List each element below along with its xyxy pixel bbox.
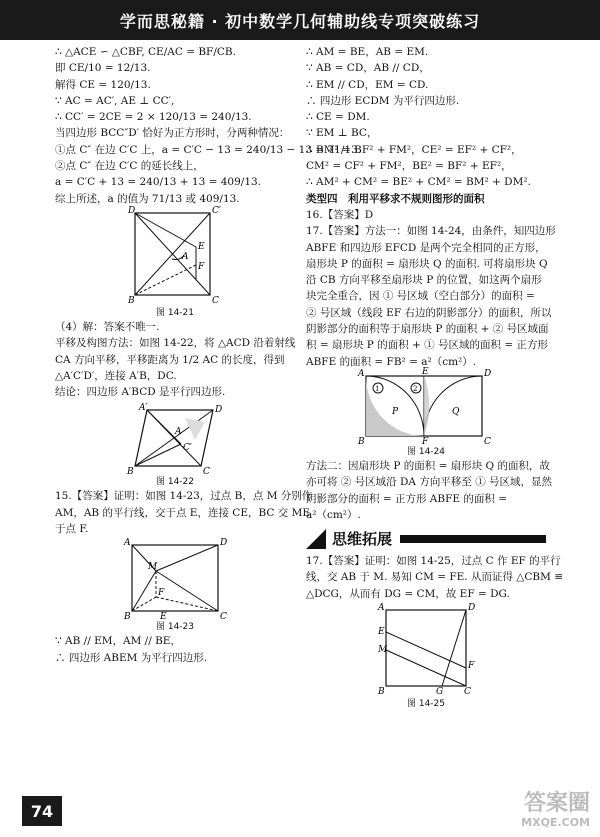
svg-text:A: A bbox=[182, 251, 189, 262]
text-line: 即 CE/10 = 12/13. bbox=[55, 62, 151, 75]
text-line: 15.【答案】证明：如图 14-23，过点 B，点 M 分别作 bbox=[55, 490, 313, 503]
svg-text:B: B bbox=[128, 295, 135, 306]
text-line: ∴ AM = BE，AB = EM. bbox=[306, 46, 429, 58]
text-line: a²（cm²）. bbox=[306, 508, 361, 521]
svg-text:A: A bbox=[358, 368, 365, 379]
text-line: 结论：四边形 A′BCD 是平行四边形. bbox=[55, 386, 226, 399]
text-line: 阴影部分的面积等于扇形块 P 的面积 + ② 号区域面 bbox=[306, 323, 549, 336]
text-line: 17.【答案】证明：如图 14-25，过点 C 作 EF 的平行 bbox=[306, 555, 561, 568]
header-title: 学而思秘籍 · 初中数学几何辅助线专项突破练习 bbox=[119, 11, 481, 31]
text-line: （4）解：答案不唯一. bbox=[55, 320, 160, 333]
svg-text:E: E bbox=[198, 241, 205, 252]
text-line: ②点 C″ 在边 C′C 的延长线上， bbox=[55, 160, 204, 173]
text-line: 阴影部分的面积 = 正方形 ABFE 的面积 = bbox=[306, 492, 508, 505]
text-line: ∵ AB = CD，AB // CD， bbox=[306, 62, 430, 75]
svg-text:M: M bbox=[148, 562, 158, 573]
svg-text:2: 2 bbox=[413, 384, 418, 393]
text-line: 解得 CE = 120/13. bbox=[55, 78, 151, 91]
section-title: 思维拓展 bbox=[332, 529, 393, 548]
text-line: 块完全重合，因 ① 号区域（空白部分）的面积 = bbox=[306, 290, 535, 303]
text-line: CA 方向平移，平移距离为 1/2 AC 的长度，得到 bbox=[55, 353, 285, 366]
section-bar bbox=[400, 535, 546, 543]
svg-text:F: F bbox=[158, 588, 165, 599]
text-line: 16.【答案】D bbox=[306, 208, 374, 221]
svg-text:C: C bbox=[220, 612, 227, 623]
svg-text:B: B bbox=[127, 467, 134, 478]
text-line: ∴ 四边形 ECDM 为平行四边形. bbox=[306, 94, 460, 107]
svg-text:A: A bbox=[175, 427, 182, 438]
text-line: 沿 CB 方向平移至扇形块 P 的位置，如这两个扇形 bbox=[306, 274, 542, 287]
right-column bbox=[306, 44, 564, 710]
text-line: ∴ BM² = BF² + FM²，CE² = EF² + CF²， bbox=[306, 143, 522, 156]
svg-text:B: B bbox=[378, 687, 385, 698]
text-line: 17.【答案】方法一：如图 14-24，由条件，知四边形 bbox=[306, 225, 556, 238]
figure-14-25 bbox=[374, 602, 478, 698]
text-line: 积 = 扇形块 P 的面积 + ① 号区域的面积 = 正方形 bbox=[306, 339, 548, 352]
text-line: ∵ AC = AC′, AE ⊥ CC′, bbox=[55, 94, 175, 107]
svg-text:C′: C′ bbox=[212, 205, 221, 216]
text-line: AM，AB 的平行线，交于点 E，连接 CE，BC 交 ME bbox=[55, 506, 311, 519]
svg-text:B: B bbox=[358, 436, 365, 447]
page-header bbox=[0, 0, 600, 40]
text-line: ∴ AM² + CM² = BE² + CM² = BM² + DM². bbox=[306, 176, 531, 189]
text-line: 综上所述，a 的值为 71/13 或 409/13. bbox=[55, 192, 240, 205]
figure-caption: 图 14-23 bbox=[155, 622, 194, 633]
figure-14-24 bbox=[356, 366, 496, 447]
svg-text:C: C bbox=[212, 295, 219, 306]
triangle-icon bbox=[306, 529, 326, 549]
figure-14-22 bbox=[115, 400, 235, 476]
svg-text:C: C bbox=[203, 467, 210, 478]
svg-text:P: P bbox=[392, 406, 399, 417]
svg-text:D: D bbox=[468, 603, 476, 614]
figure-caption: 图 14-24 bbox=[406, 446, 445, 457]
text-line: △DCG，从而有 DG = CM，故 EF = DG. bbox=[306, 587, 510, 600]
svg-text:F: F bbox=[422, 436, 429, 447]
text-line: ①点 C″ 在边 C′C 上，a = C′C − 13 = 240/13 − 13 = 71/13. bbox=[55, 143, 362, 156]
svg-text:E: E bbox=[160, 612, 167, 623]
svg-text:A: A bbox=[378, 603, 385, 614]
svg-text:D: D bbox=[220, 538, 228, 549]
text-line: ∵ AB // EM，AM // BE， bbox=[55, 635, 181, 648]
watermark-line2: MXQE.COM bbox=[521, 816, 590, 829]
text-line: 亦可将 ② 号区域沿 DA 方向平移至 ① 号区域，显然 bbox=[306, 476, 553, 489]
svg-text:D: D bbox=[128, 205, 136, 216]
text-line: △A′C′D′，连接 A′B，DC. bbox=[55, 369, 177, 382]
text-line: 平移及构图方法：如图 14-22，将 △ACD 沿着射线 bbox=[55, 337, 296, 350]
svg-text:F: F bbox=[198, 261, 205, 272]
watermark bbox=[521, 792, 590, 829]
page-number: 74 bbox=[22, 796, 62, 826]
svg-text:1: 1 bbox=[375, 384, 380, 393]
text-line: ∴ △ACE ∽ △CBF, CE/AC = BF/CB. bbox=[55, 46, 236, 58]
text-line: ∵ EM ⊥ BC， bbox=[306, 127, 378, 140]
text-line: 线，交 AB 于 M. 易知 CM = FE. 从而证得 △CBM ≌ bbox=[306, 571, 564, 584]
text-line: 于点 F. bbox=[55, 523, 89, 536]
svg-text:D: D bbox=[484, 368, 492, 379]
svg-text:C: C bbox=[484, 436, 491, 447]
text-line: ∴ CE = DM. bbox=[306, 111, 370, 124]
text-line: ABFE 的面积 = FB² = a²（cm²）. bbox=[306, 355, 477, 368]
svg-text:F: F bbox=[468, 661, 475, 672]
svg-text:E: E bbox=[422, 366, 429, 377]
figure-14-23 bbox=[120, 537, 230, 621]
figure-caption: 图 14-25 bbox=[406, 699, 445, 710]
section-banner bbox=[306, 529, 546, 549]
text-line: ② 号区域（线段 EF 右边的阴影部分）的面积，所以 bbox=[306, 306, 552, 319]
svg-text:C′: C′ bbox=[183, 443, 192, 454]
svg-text:G: G bbox=[436, 687, 444, 698]
text-line: ∴ EM // CD，EM = CD. bbox=[306, 78, 429, 91]
svg-text:C: C bbox=[464, 687, 471, 698]
svg-text:B: B bbox=[124, 612, 131, 623]
svg-text:M: M bbox=[378, 645, 388, 656]
figure-caption: 图 14-22 bbox=[155, 477, 194, 488]
watermark-line1: 答案圈 bbox=[523, 791, 590, 816]
text-line: a = C′C + 13 = 240/13 + 13 = 409/13. bbox=[55, 176, 262, 189]
figure-caption: 图 14-21 bbox=[155, 307, 194, 318]
text-line: 当四边形 BCC″D′ 恰好为正方形时，分两种情况： bbox=[55, 127, 290, 140]
section-heading: 类型四 利用平移求不规则图形的面积 bbox=[306, 192, 485, 205]
text-line: CM² = CF² + FM²，BE² = BF² + EF²， bbox=[306, 160, 512, 173]
figure-14-21 bbox=[120, 207, 230, 307]
svg-text:D: D bbox=[215, 405, 223, 416]
svg-text:A′: A′ bbox=[139, 403, 148, 414]
svg-text:A: A bbox=[124, 538, 131, 549]
text-line: 方法二：因扇形块 P 的面积 = 扇形块 Q 的面积，故 bbox=[306, 459, 550, 472]
text-line: 扇形块 P 的面积 = 扇形块 Q 的面积. 可将扇形块 Q bbox=[306, 257, 548, 270]
text-line: ∴ 四边形 ABEM 为平行四边形. bbox=[55, 651, 208, 664]
svg-text:Q: Q bbox=[452, 406, 460, 417]
svg-text:E: E bbox=[378, 627, 385, 638]
text-line: ∴ CC′ = 2CE = 2 × 120/13 = 240/13. bbox=[55, 111, 252, 124]
text-line: ABFE 和四边形 EFCD 是两个完全相同的正方形， bbox=[306, 241, 546, 254]
